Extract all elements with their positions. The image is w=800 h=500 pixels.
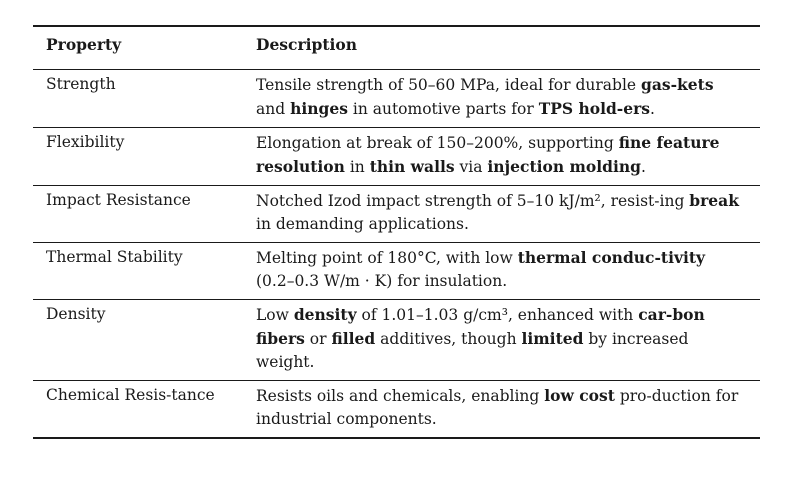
text-run: in automotive parts for <box>347 100 539 118</box>
property-cell: Impact Resistance <box>46 191 191 209</box>
text-run: in <box>344 158 370 176</box>
bold-term: limited <box>521 329 584 348</box>
text-run: by increased weight. <box>256 330 689 371</box>
table-row <box>33 186 760 243</box>
table-header <box>33 26 760 70</box>
description-cell <box>243 128 760 186</box>
text-run: via <box>454 158 488 176</box>
description-cell <box>243 243 760 300</box>
text-run: Low <box>256 306 294 324</box>
text-run: Elongation at break of 150–200%, supporting <box>256 134 619 152</box>
property-cell: Thermal Stability <box>46 248 183 266</box>
text-run: Resists oils and chemicals, enabling <box>256 387 545 405</box>
bold-term: break <box>689 191 739 210</box>
bold-term: fine feature resolution <box>256 133 720 176</box>
header-property: Property <box>46 35 122 54</box>
bold-term: gas-kets <box>641 75 714 94</box>
table-row <box>33 70 760 128</box>
text-run: additives, though <box>375 330 522 348</box>
description-cell <box>243 381 760 439</box>
text-run: of 1.01–1.03 g/cm³, enhanced with <box>356 306 639 324</box>
bold-term: density <box>293 305 357 324</box>
property-cell: Density <box>46 305 106 323</box>
text-run: in demanding applications. <box>256 215 469 233</box>
bold-term: thin walls <box>369 157 455 176</box>
table-row <box>33 128 760 186</box>
bold-term: car-bon fibers <box>256 305 705 348</box>
bold-term: TPS hold-ers <box>538 99 650 118</box>
description-cell <box>243 70 760 128</box>
bold-term: thermal conduc-tivity <box>517 248 706 267</box>
header-description: Description <box>256 35 358 54</box>
table-body <box>33 70 760 439</box>
property-cell: Flexibility <box>46 133 125 151</box>
property-cell: Strength <box>46 75 116 93</box>
text-run: Melting point of 180°C, with low <box>256 249 518 267</box>
header-row <box>33 26 760 70</box>
text-run: and <box>256 100 291 118</box>
text-run: pro-duction for industrial components. <box>256 387 739 428</box>
bold-term: injection molding <box>487 157 641 176</box>
bold-term: filled <box>331 329 376 348</box>
text-run: Notched Izod impact strength of 5–10 kJ/m², resist-ing <box>256 192 690 210</box>
table-row <box>33 300 760 381</box>
bold-term: low cost <box>544 386 615 405</box>
description-cell <box>243 186 760 243</box>
table-row <box>33 243 760 300</box>
text-run: . <box>640 158 646 176</box>
text-run: (0.2–0.3 W/m · K) for insulation. <box>256 272 508 290</box>
bold-term: hinges <box>290 99 348 118</box>
text-run: . <box>650 100 655 118</box>
text-run: Tensile strength of 50–60 MPa, ideal for durable <box>256 76 642 94</box>
table-row <box>33 381 760 439</box>
description-cell <box>243 300 760 381</box>
text-run: or <box>304 330 332 348</box>
properties-table <box>33 25 760 439</box>
property-cell: Chemical Resis-tance <box>46 386 215 404</box>
